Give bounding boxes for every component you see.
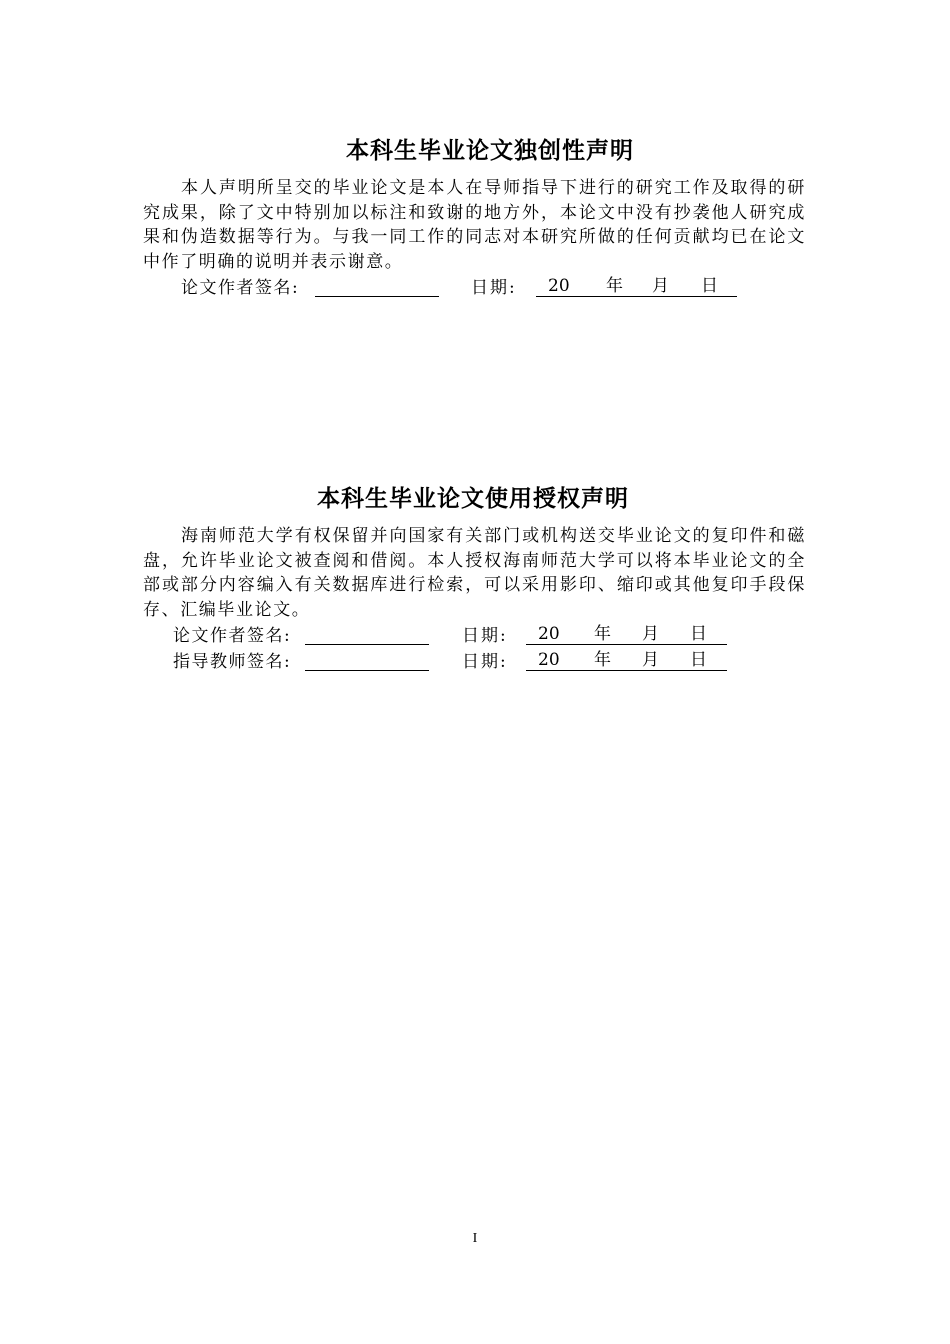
authorization-title: 本科生毕业论文使用授权声明 (317, 486, 629, 512)
author-signature-line (181, 276, 741, 300)
year-unit: 年 (606, 276, 623, 296)
originality-statement: 本人声明所呈交的毕业论文是本人在导师指导下进行的研究工作及取得的研究成果，除了文中特别加以标注和致谢的地方外，本论文中没有抄袭他人研究成果和伪造数据等行为。与我一同工作的同志对本研究所做的任何贡献均已在论文中作了明确的说明并表示谢意。 (143, 178, 806, 272)
advisor-signature-field[interactable] (305, 650, 429, 671)
advisor-signature-label: 指导教师签名: (173, 652, 292, 672)
day-unit: 日 (690, 650, 707, 670)
year-unit: 年 (594, 650, 611, 670)
author-signature-field[interactable] (315, 276, 439, 297)
month-unit: 月 (642, 624, 659, 644)
authorization-statement: 海南师范大学有权保留并向国家有关部门或机构送交毕业论文的复印件和磁盘，允许毕业论文被查阅和借阅。本人授权海南师范大学可以将本毕业论文的全部或部分内容编入有关数据库进行检索，可以采用影印、缩印或其他复印手段保存、汇编毕业论文。 (143, 526, 806, 620)
date-field[interactable] (526, 624, 727, 645)
date-field[interactable] (536, 276, 737, 297)
day-unit: 日 (701, 276, 718, 296)
date-field[interactable] (526, 650, 727, 671)
year-prefix: 20 (538, 624, 560, 644)
originality-title: 本科生毕业论文独创性声明 (346, 138, 634, 164)
year-prefix: 20 (538, 650, 560, 670)
date-label: 日期: (471, 278, 517, 298)
month-unit: 月 (652, 276, 669, 296)
year-prefix: 20 (548, 276, 570, 296)
page-number: I (472, 1231, 478, 1246)
month-unit: 月 (642, 650, 659, 670)
day-unit: 日 (690, 624, 707, 644)
advisor-signature-line (173, 650, 733, 674)
author-signature-line-2 (173, 624, 733, 648)
date-label: 日期: (462, 652, 508, 672)
year-unit: 年 (594, 624, 611, 644)
author-signature-label: 论文作者签名: (181, 278, 300, 298)
date-label: 日期: (462, 626, 508, 646)
author-signature-field[interactable] (305, 624, 429, 645)
author-signature-label: 论文作者签名: (173, 626, 292, 646)
